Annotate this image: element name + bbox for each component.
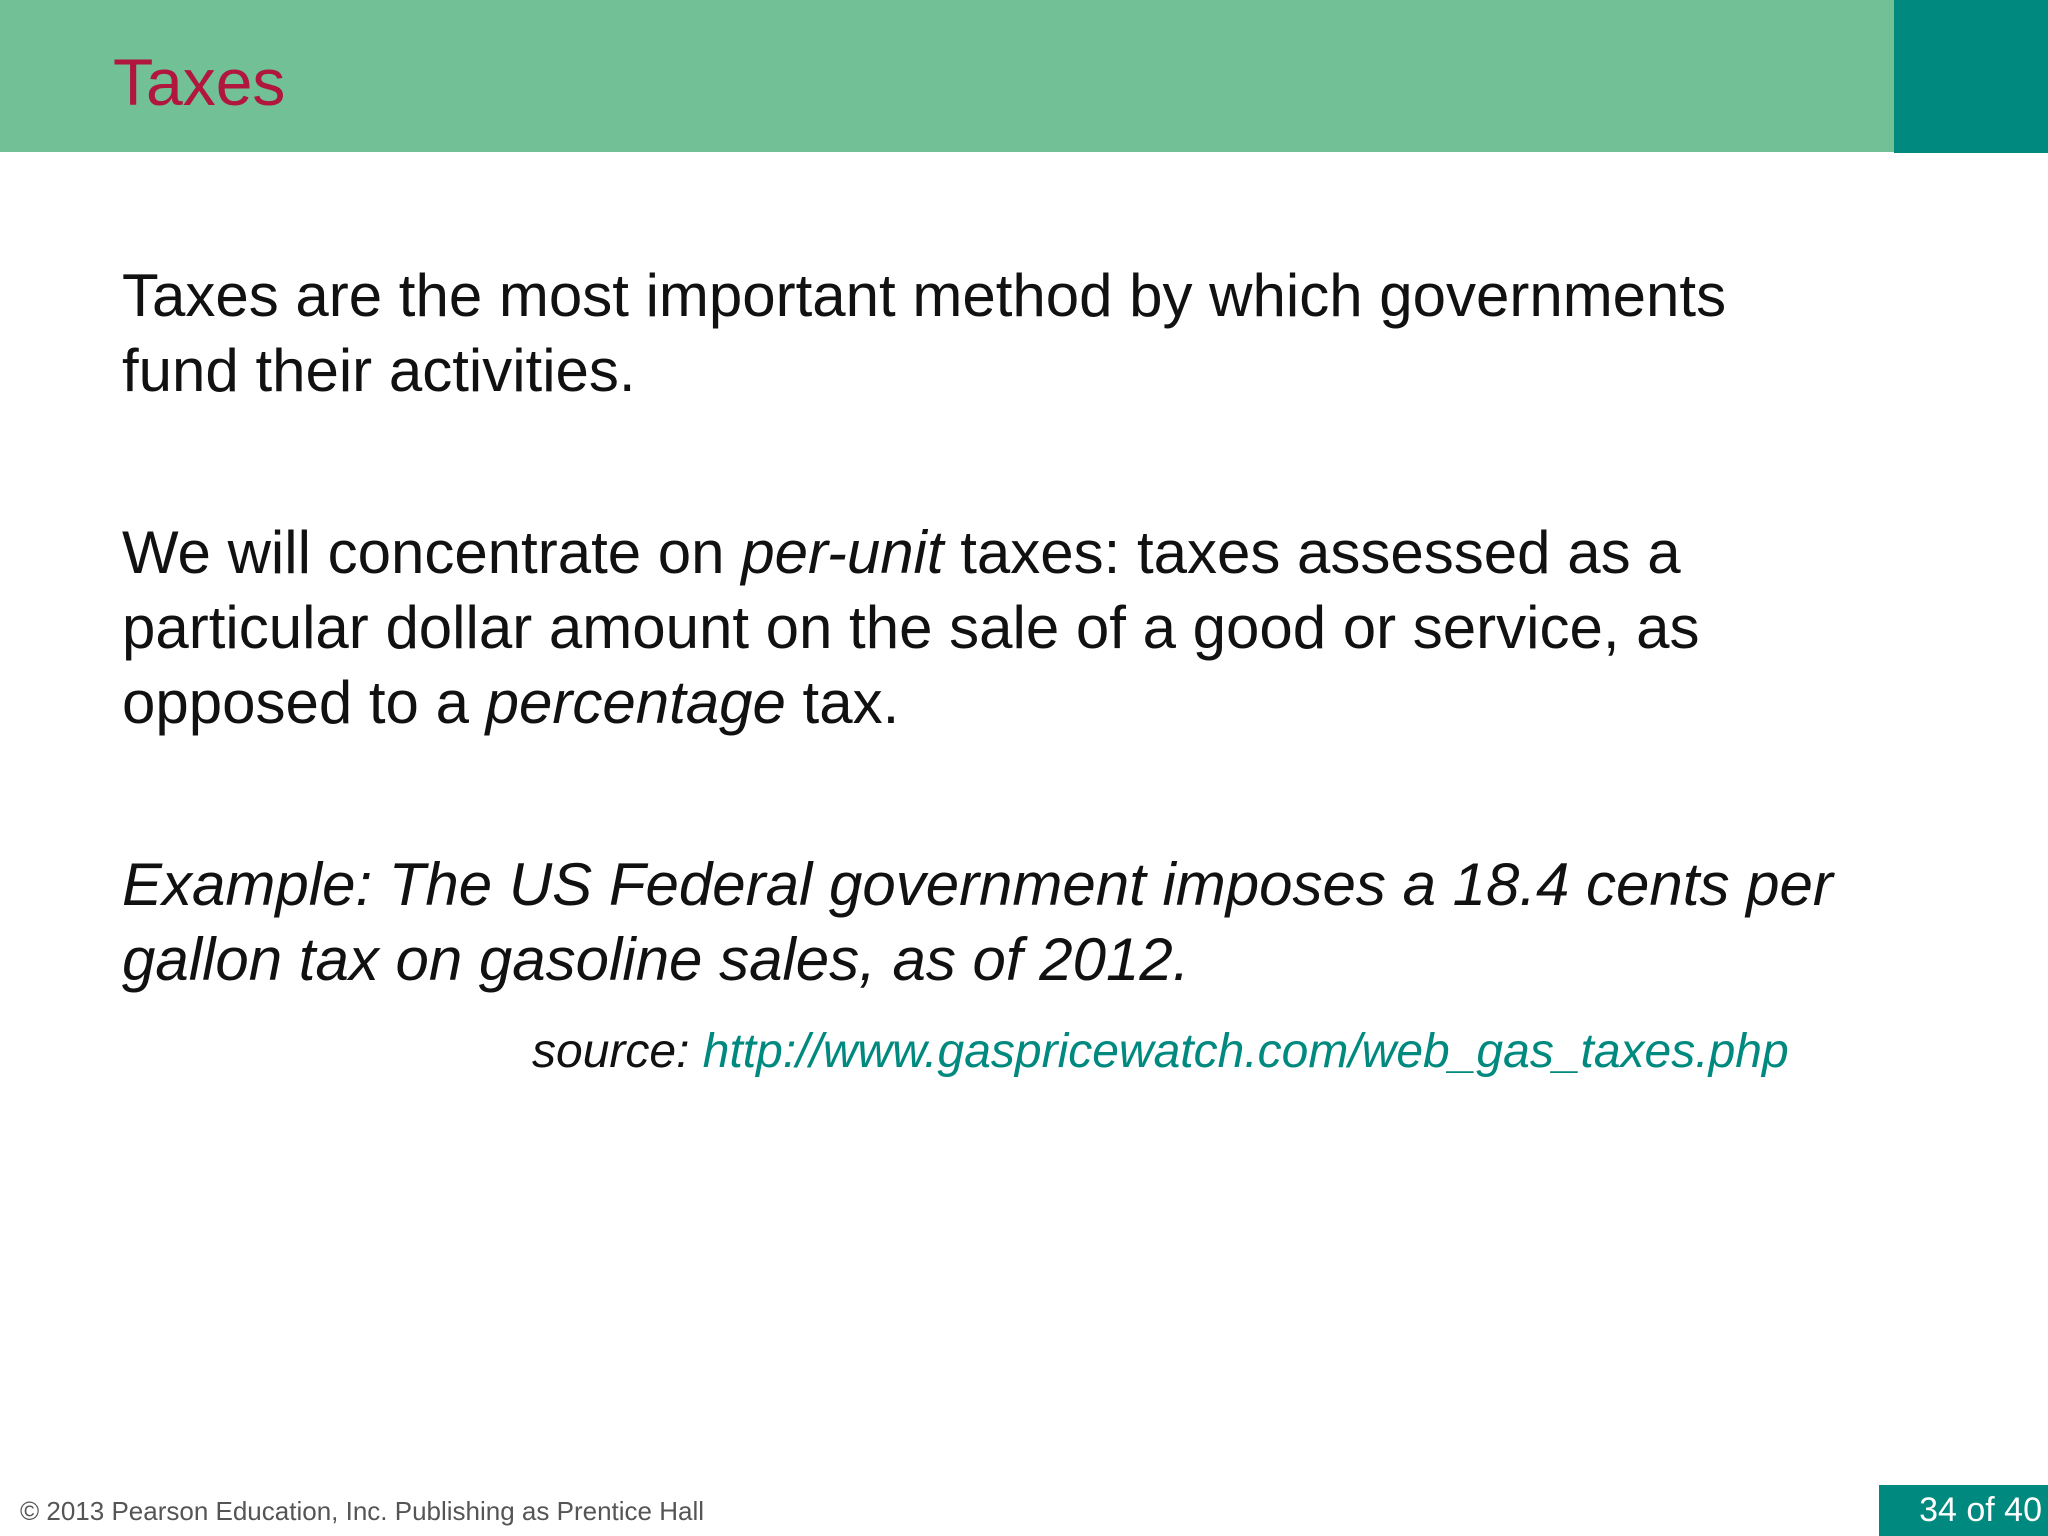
text-run: We will concentrate on [122,519,742,586]
example-line: Example: The US Federal government imposes a 18.4 cents per [122,851,1833,918]
paragraph-line [122,515,1922,590]
page-indicator: 34 of 40 [1879,1485,2048,1536]
header-accent-block [1894,0,2048,153]
source-label: source: [532,1025,703,1078]
paragraph-line: particular dollar amount on the sale of a good or service, as [122,594,1700,661]
example-line: gallon tax on gasoline sales, as of 2012. [122,926,1190,993]
slide-title: Taxes [113,45,286,119]
paragraph-line: Taxes are the most important method by which governments [122,262,1727,329]
paragraph-per-unit-taxes [122,515,1922,740]
text-run: taxes: taxes assessed as a [943,519,1681,586]
footer-copyright: © 2013 Pearson Education, Inc. Publishing as Prentice Hall [20,1496,704,1526]
text-run: opposed to a [122,669,486,736]
paragraph-line: fund their activities. [122,337,636,404]
paragraph-line [122,665,1922,740]
text-run: tax. [785,669,900,736]
emphasis-per-unit: per-unit [741,519,944,586]
paragraph-taxes-importance [122,258,1922,408]
example-paragraph [122,847,1922,997]
source-citation [532,1022,1789,1082]
emphasis-percentage: percentage [485,669,786,736]
source-link[interactable]: http://www.gaspricewatch.com/web_gas_taxes.php [702,1025,1789,1078]
